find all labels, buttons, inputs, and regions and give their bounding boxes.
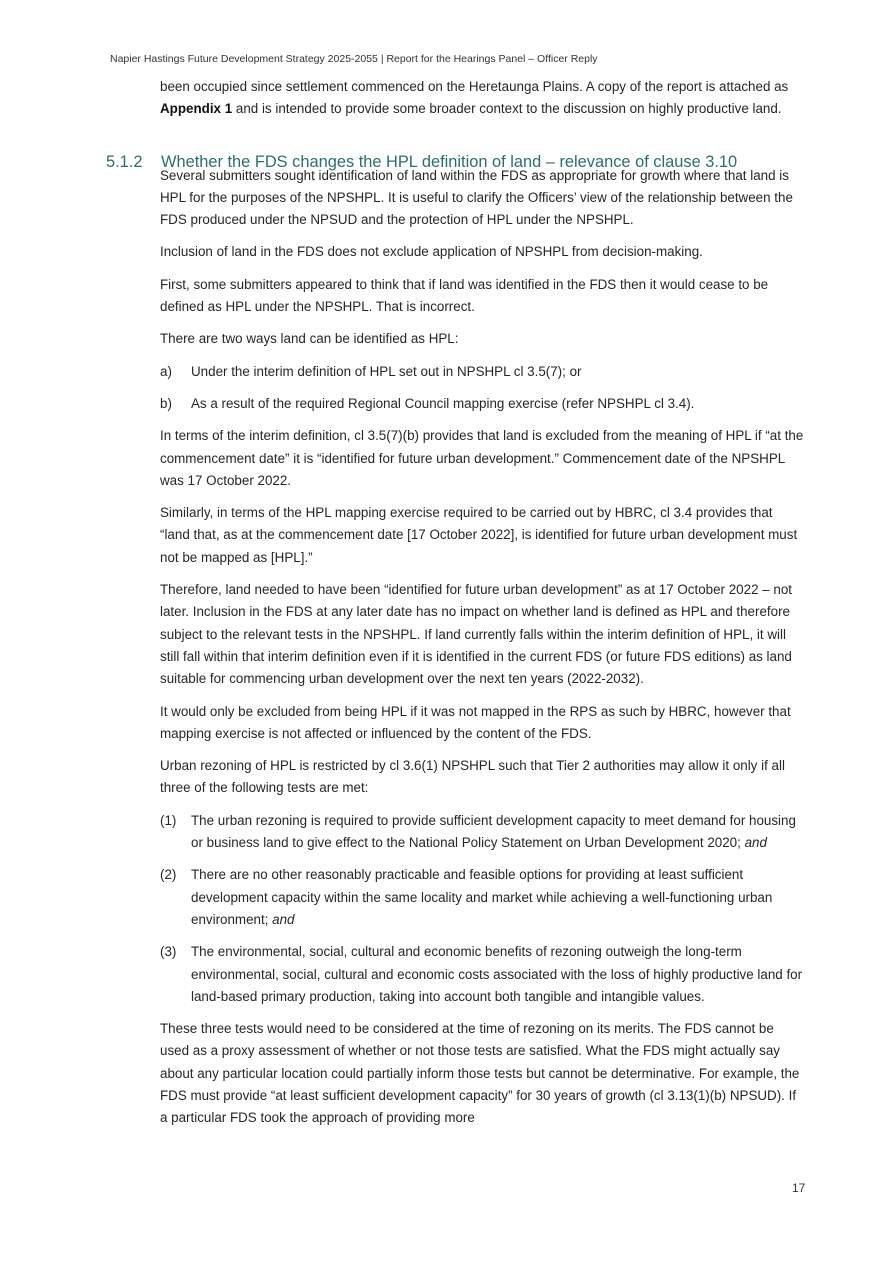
paragraph-2: Inclusion of land in the FDS does not exclude application of NPSHPL from decision-making. — [160, 244, 703, 260]
list-text: Under the interim definition of HPL set out in NPSHPL cl 3.5(7); or — [191, 363, 582, 379]
paragraph-9: Urban rezoning of HPL is restricted by cl 3.6(1) NPSHPL such that Tier 2 authorities may allow it only if all three of the following tests are met: — [160, 758, 785, 796]
test-item-3 — [160, 941, 805, 1008]
paragraph-10: These three tests would need to be considered at the time of rezoning on its merits. The FDS cannot be used as a proxy assessment of whether or not those tests are satisfied. What the FDS might actually say about any particular location could partially inform those tests but cannot be determinative. For example, the FDS must provide “at least sufficient development capacity” for 30 years of growth (cl 3.13(1)(b) NPSUD). If a particular FDS took the approach of providing more — [160, 1021, 800, 1126]
intro-text: been occupied since settlement commenced on the Heretaunga Plains. A copy of the report is attached as — [160, 79, 789, 94]
heading-spacer — [160, 121, 805, 165]
paragraph-6: Similarly, in terms of the HPL mapping exercise required to be carried out by HBRC, cl 3.4 provides that “land that, as at the commencement date [17 October 2022], is identified for future urban development must not be mapped as [HPL].” — [160, 505, 798, 565]
test-body: There are no other reasonably practicable and feasible options for providing at least sufficient development capacity within the same locality and market while achieving a well-functioning urban environment; — [191, 867, 773, 927]
list-item-a — [160, 361, 805, 383]
test-marker: (3) — [160, 944, 177, 960]
paragraph-5: In terms of the interim definition, cl 3.5(7)(b) provides that land is excluded from the meaning of HPL if “at the commencement date” it is “identified for future urban development.” Commencement date of the NPSHPL was 17 October 2022. — [160, 428, 804, 488]
paragraph-3: First, some submitters appeared to think that if land was identified in the FDS then it would cease to be defined as HPL under the NPSHPL. That is incorrect. — [160, 276, 769, 315]
paragraph-7: Therefore, land needed to have been “identified for future urban development” as at 17 October 2022 – not later. Inclusion in the FDS at any later date has no impact on whether land is defined as HPL and therefore subject to the relevant tests in the NPSHPL. If land currently falls within the interim definition of HPL, it will still fall within that interim definition even if it is identified in the current FDS (or future FDS editions) as land suitable for commencing urban development over the next ten years (2022-2032). — [160, 582, 793, 687]
intro-text-end: and is intended to provide some broader context to the discussion on highly productive land. — [232, 101, 782, 117]
test-item-2 — [160, 864, 805, 931]
test-text — [191, 810, 805, 855]
paragraph-8: It would only be excluded from being HPL if it was not mapped in the RPS as such by HBRC, however that mapping exercise is not affected or influenced by the content of the FDS. — [160, 703, 791, 741]
section-title: Whether the FDS changes the HPL definition of land – relevance of clause 3.10 — [161, 153, 738, 171]
intro-paragraph — [160, 76, 805, 121]
running-header: Napier Hastings Future Development Strategy 2025-2055 | Report for the Hearings Panel – Officer Reply — [110, 53, 598, 65]
paragraph-1: Several submitters sought identification of land within the FDS as appropriate for growth where that land is HPL for the purposes of the NPSHPL. It is useful to clarify the Officers’ view of the relationship between the FDS produced under the NPSUD and the protection of HPL under the NPSHPL. — [160, 167, 793, 228]
test-marker: (2) — [160, 867, 177, 883]
test-text — [191, 864, 805, 931]
page-number: 17 — [792, 1181, 806, 1195]
test-text: The environmental, social, cultural and economic benefits of rezoning outweigh the long-term environmental, social, cultural and economic costs associated with the loss of highly productive land for land-based primary production, taking into account both tangible and intangible values. — [191, 944, 803, 1004]
list-item-b — [160, 393, 805, 415]
paragraph-4: There are two ways land can be identified as HPL: — [160, 331, 459, 347]
list-marker: a) — [160, 363, 172, 379]
list-marker: b) — [160, 395, 172, 411]
test-body: The urban rezoning is required to provide sufficient development capacity to meet demand for housing or business land to give effect to the National Policy Statement on Urban Development 2020; — [191, 812, 796, 851]
section-number: 5.1.2 — [106, 153, 143, 171]
list-text: As a result of the required Regional Council mapping exercise (refer NPSHPL cl 3.4). — [191, 395, 695, 411]
test-item-1 — [160, 810, 805, 855]
appendix-link-text: Appendix 1 — [160, 101, 233, 117]
test-conjunction: and — [744, 835, 767, 851]
test-conjunction: and — [272, 911, 295, 927]
test-marker: (1) — [160, 812, 177, 828]
document-body — [160, 76, 805, 1140]
